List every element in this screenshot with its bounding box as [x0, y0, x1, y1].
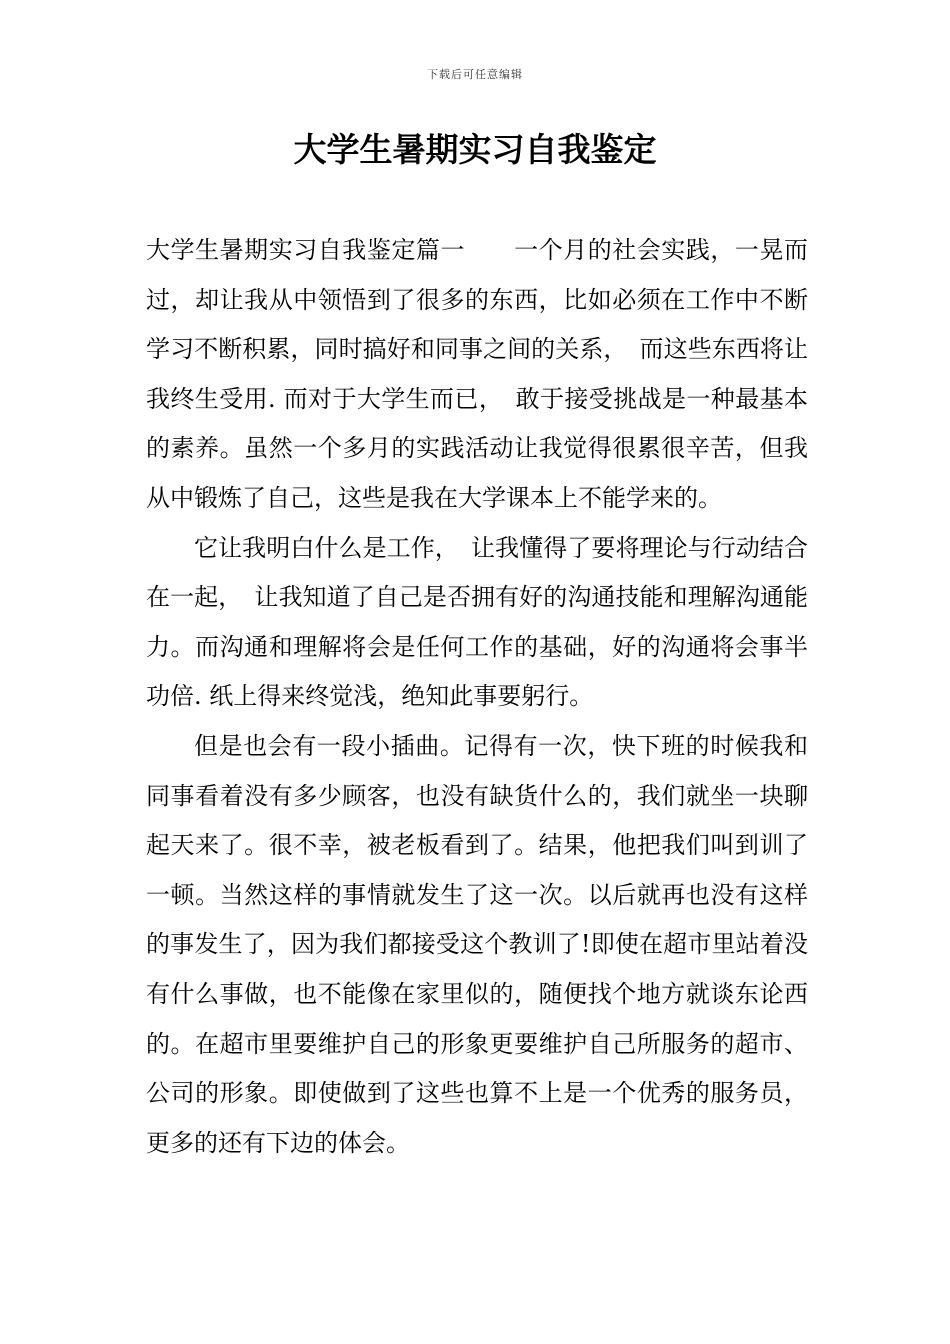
header-note: 下载后可任意编辑	[427, 68, 523, 81]
paragraph-3: 但是也会有一段小插曲。记得有一次，快下班的时候我和同事看着没有多少顾客，也没有缺货什么的，我们就坐一块聊起天来了。很不幸，被老板看到了。结果，他把我们叫到训了一顿。当然这样的事情就发生了这一次。以后就再也没有这样的事发生了，因为我们都接受这个教训了!即使在超市里站着没有什么事做，也不能像在家里似的，随便找个地方就谈东论西的。在超市里要维护自己的形象更要维护自己所服务的超市、公司的形象。即使做到了这些也算不上是一个优秀的服务员，更多的还有下边的体会。	[146, 731, 808, 1157]
document-title: 大学生暑期实习自我鉴定	[293, 130, 657, 169]
paragraph-2: 它让我明白什么是工作， 让我懂得了要将理论与行动结合在一起， 让我知道了自己是否拥有好的沟通技能和理解沟通能力。而沟通和理解将会是任何工作的基础，好的沟通将会事半功倍. 纸上得来终觉浅，绝知此事要躬行。	[146, 533, 808, 711]
document-body	[146, 226, 808, 1168]
paragraph-1: 大学生暑期实习自我鉴定篇一 一个月的社会实践，一晃而过，却让我从中领悟到了很多的东西，比如必须在工作中不断学习不断积累，同时搞好和同事之间的关系， 而这些东西将让我终生受用. 而对于大学生而已， 敢于接受挑战是一种最基本的素养。虽然一个多月的实践活动让我觉得很累很辛苦，但我从中锻炼了自己，这些是我在大学课本上不能学来的。	[146, 236, 808, 512]
